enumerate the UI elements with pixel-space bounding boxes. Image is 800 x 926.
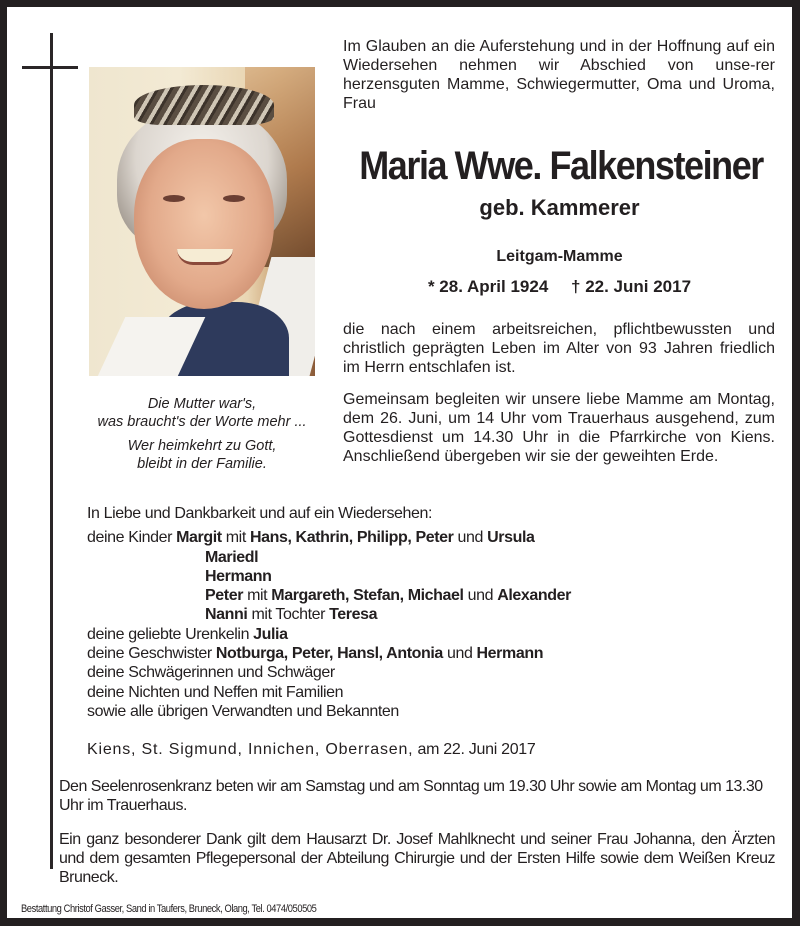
motto-line: Wer heimkehrt zu Gott, <box>127 438 277 454</box>
photo-smile <box>177 249 233 265</box>
photo-eye <box>163 195 185 202</box>
deceased-name: Maria Wwe. Falkensteiner <box>359 144 763 188</box>
grandchildren: Hans, Kathrin, Philipp, Peter <box>249 529 454 547</box>
children-label: deine Kinder <box>87 529 177 547</box>
mourners-heading: In Liebe und Dankbarkeit und auf ein Wiedersehen: <box>87 505 433 522</box>
grandchild: Ursula <box>487 529 535 547</box>
siblings-names: Notburga, Peter, Hansl, Antonia <box>215 645 443 663</box>
connector: mit <box>221 529 250 547</box>
children-row <box>87 567 707 586</box>
others-row: sowie alle übrigen Verwandten und Bekannten <box>87 702 399 720</box>
photo-face <box>134 139 274 309</box>
birth-date: * 28. April 1924 <box>427 277 549 296</box>
place-date <box>87 740 536 759</box>
cross-icon-crossbar <box>22 66 78 69</box>
grandchild: Teresa <box>329 606 378 624</box>
cross-icon <box>50 33 53 869</box>
connector: mit Tochter <box>247 606 330 624</box>
thanks-text: Ein ganz besonderer Dank gilt dem Hausarzt Dr. Josef Mahlknecht und seiner Frau Johanna, den Ärzten und dem gesamten Pflegepersonal der Abteilung Chirurgie und der Ersten Hilfe sowie dem Weißen Kreuz Bruneck. <box>59 831 775 886</box>
rosary-paragraph: Den Seelenrosenkranz beten wir am Samstag und am Sonntag um 19.30 Uhr sowie am Montag um 13.30 Uhr im Trauerhaus. <box>59 778 763 814</box>
thanks-paragraph <box>59 830 775 887</box>
motto-line: was braucht's der Worte mehr ... <box>97 414 307 430</box>
portrait-photo <box>89 67 315 376</box>
children-row <box>87 586 707 605</box>
maiden-name: geb. Kammerer <box>479 195 640 220</box>
life-dates <box>337 277 782 297</box>
life-paragraph: die nach einem arbeitsreichen, pflichtbewussten und christlich geprägten Leben im Alter von 93 Jahren friedlich im Herrn entschlafen ist. <box>343 321 775 376</box>
death-date: † 22. Juni 2017 <box>571 277 692 296</box>
places: Kiens, St. Sigmund, Innichen, Oberrasen, <box>87 741 414 758</box>
connector: und <box>463 587 498 605</box>
grandchild: Alexander <box>497 587 571 605</box>
funeral-home-footer: Bestattung Christof Gasser, Sand in Taufers, Bruneck, Olang, Tel. 0474/050505 <box>21 903 317 915</box>
connector: und <box>442 645 477 663</box>
motto-quote-1 <box>89 395 315 431</box>
child-name: Hermann <box>205 567 272 585</box>
child-name: Peter <box>205 587 244 605</box>
child-name: Margit <box>176 529 222 547</box>
intro-paragraph <box>343 37 775 113</box>
motto-line: bleibt in der Familie. <box>137 456 267 472</box>
child-name: Nanni <box>205 606 248 624</box>
obituary-notice <box>7 7 792 918</box>
child-name: Mariedl <box>205 548 259 566</box>
great-grandchild-row <box>87 625 707 644</box>
children-row <box>87 605 707 624</box>
funeral-paragraph: Gemeinsam begleiten wir unsere liebe Mamme am Montag, dem 26. Juni, um 14 Uhr vom Trauerhaus ausgehend, zum Gottesdienst um 14.30 Uhr in die Pfarrkirche von Kiens. Anschließend übergeben wir sie der geweihten Erde. <box>343 391 775 465</box>
children-row <box>87 548 707 567</box>
in-laws-row: deine Schwägerinnen und Schwäger <box>87 664 335 682</box>
nickname: Leitgam-Mamme <box>496 248 623 265</box>
siblings-label: deine Geschwister <box>87 645 216 663</box>
notice-date: am 22. Juni 2017 <box>413 741 536 758</box>
siblings-row <box>87 644 707 663</box>
photo-eye <box>223 195 245 202</box>
motto-line: Die Mutter war's, <box>147 396 257 412</box>
connector: und <box>453 529 488 547</box>
sibling-name: Hermann <box>476 645 544 663</box>
nieces-row: deine Nichten und Neffen mit Familien <box>87 683 344 701</box>
motto-quote-2 <box>89 437 315 473</box>
photo-braid <box>134 85 274 125</box>
connector: mit <box>243 587 272 605</box>
great-grandchild-label: deine geliebte Urenkelin <box>87 625 254 643</box>
children-row <box>87 528 707 547</box>
great-grandchild-name: Julia <box>253 625 288 643</box>
intro-text: Im Glauben an die Auferstehung und in der Hoffnung auf ein Wiedersehen nehmen wir Abschied von unse-rer herzensguten Mamme, Schwiegermutter, Oma und Uroma, Frau <box>343 38 775 112</box>
grandchildren: Margareth, Stefan, Michael <box>271 587 464 605</box>
mourners-list <box>87 504 707 721</box>
